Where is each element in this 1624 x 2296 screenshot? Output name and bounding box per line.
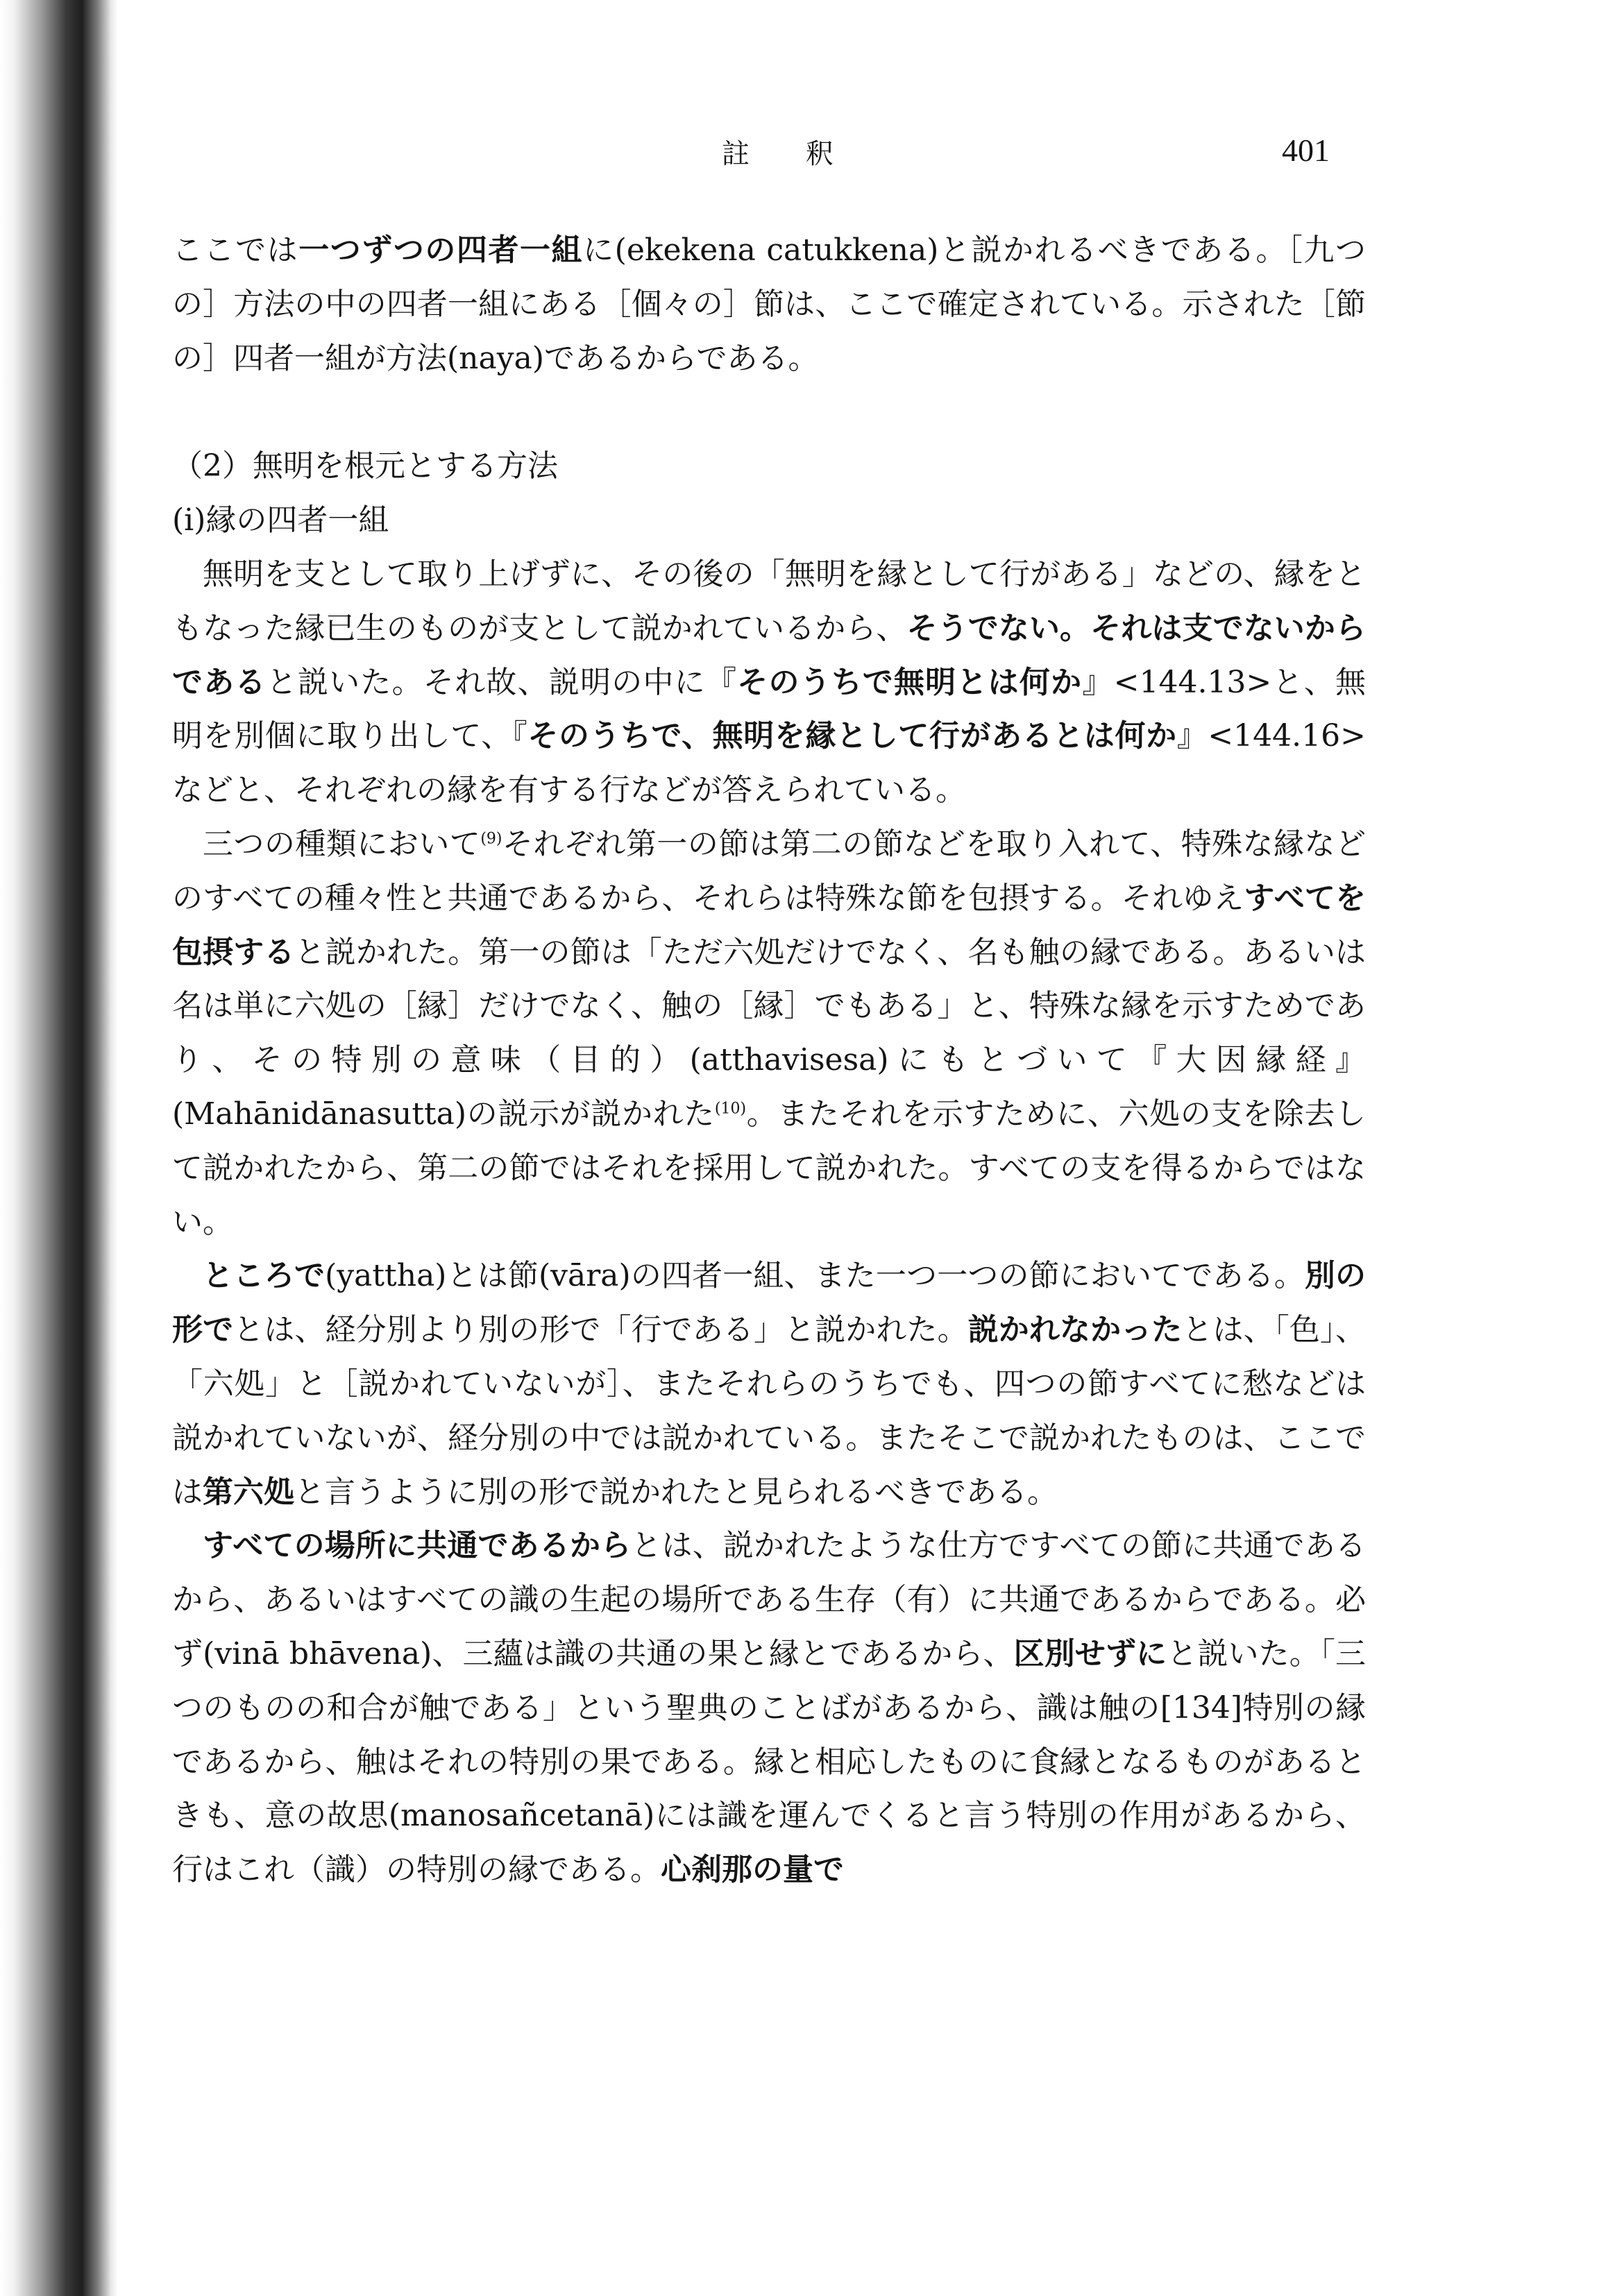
paragraph-4 xyxy=(172,1519,1366,1897)
text-run: 。またそれを示すために、六処の支を除去して説かれたから、第二の節ではそれを採用して説かれた。すべての支を得るからではない。 xyxy=(172,1096,1366,1240)
scan-gutter-shadow xyxy=(0,0,118,2296)
text-run: と説かれた。第一の節は「ただ六処だけでなく、名も触の縁である。あるいは名は単に六処の［縁］だけでなく、触の［縁］でもある」と、特殊な縁を示すためであり、その特別の意味（目的）(atthavisesa)にもとづいて『大因縁経』(Mahānidānasutta)の説示が説かれた xyxy=(172,934,1366,1132)
bold-term: 第六処 xyxy=(203,1474,294,1510)
text-run: に(ekekena catukkena)と説かれるべきである。［九つの］方法の中の四者一組にある［個々の］節は、ここで確定されている。示された［節の］四者一組が方法(naya)であるからである。 xyxy=(172,232,1366,376)
text-run: (yattha)とは節(vāra)の四者一組、また一つ一つの節においてである。 xyxy=(325,1258,1305,1294)
text-run: 』<144.13>と、無明を別個に取り出して、『 xyxy=(172,664,1366,754)
bold-term: 区別せずに xyxy=(1013,1635,1167,1672)
paragraph-3 xyxy=(172,1249,1366,1519)
subsection-heading: (i)縁の四者一組 xyxy=(172,502,389,538)
paragraph-1 xyxy=(172,547,1366,817)
running-head: 註 釈 xyxy=(722,138,857,170)
text-run: とは、経分別より別の形で「行である」と説かれた。 xyxy=(233,1312,968,1348)
paragraph-2 xyxy=(172,817,1366,1249)
footnote-ref: (9) xyxy=(480,830,502,848)
bold-term: 説かれなかった xyxy=(967,1312,1183,1348)
bold-term: すべてを包摂する xyxy=(172,880,1366,970)
paragraph-intro xyxy=(172,223,1366,385)
bold-term: 一つずつの四者一組 xyxy=(298,232,584,268)
section-heading: （2）無明を根元とする方法 xyxy=(172,448,558,484)
page-header xyxy=(0,132,1624,180)
text-run: ここでは xyxy=(172,232,299,268)
text-run: 三つの種類において xyxy=(203,826,481,862)
footnote-ref: (10) xyxy=(714,1100,747,1118)
page-number: 401 xyxy=(1282,133,1330,168)
bold-term: 別の形で xyxy=(172,1258,1366,1348)
bold-term: そうでない。それは支でないからである xyxy=(172,610,1367,700)
bold-term: そのうちで、無明を縁として行があるとは何か xyxy=(527,718,1177,754)
bold-term: 心刹那の量で xyxy=(661,1852,844,1888)
page-body xyxy=(172,223,1366,1897)
text-run: 』<144.16>などと、それぞれの縁を有する行などが答えられている。 xyxy=(172,718,1366,808)
text-run: と説いた。それ故、説明の中に『 xyxy=(266,664,738,700)
text-run: と説いた。「三つのものの和合が触である」という聖典のことばがあるから、識は触の[134]特別の縁であるから、触はそれの特別の果である。縁と相応したものに食縁となるものがあるときも、意の故思(manosañcetanā)には識を運んでくると言う特別の作用があるから、行はこれ（識）の特別の縁である。 xyxy=(172,1635,1367,1888)
bold-term: すべての場所に共通であるから xyxy=(203,1528,632,1564)
bold-term: ところで xyxy=(203,1258,325,1294)
bold-term: そのうちで無明とは何か xyxy=(737,664,1083,700)
section-spacer xyxy=(172,385,1366,439)
text-run: とは、説かれたような仕方ですべての節に共通であるから、あるいはすべての識の生起の場所である生存（有）に共通であるからである。必ず(vinā bhāvena)、三蘊は識の共通の果と縁とであるから、 xyxy=(172,1528,1366,1672)
text-run: とは、「色」、「六処」と［説かれていないが］、またそれらのうちでも、四つの節すべてに愁などは説かれていないが、経分別の中では説かれている。またそこで説かれたものは、ここでは xyxy=(172,1312,1367,1510)
text-run: 無明を支として取り上げずに、その後の「無明を縁として行がある」などの、縁をともなった縁已生のものが支として説かれているから、 xyxy=(172,556,1366,646)
text-run: と言うように別の形で説かれたと見られるべきである。 xyxy=(294,1474,1058,1510)
text-run: それぞれ第一の節は第二の節などを取り入れて、特殊な縁などのすべての種々性と共通であるから、それらは特殊な節を包摂する。それゆえ xyxy=(172,826,1366,916)
